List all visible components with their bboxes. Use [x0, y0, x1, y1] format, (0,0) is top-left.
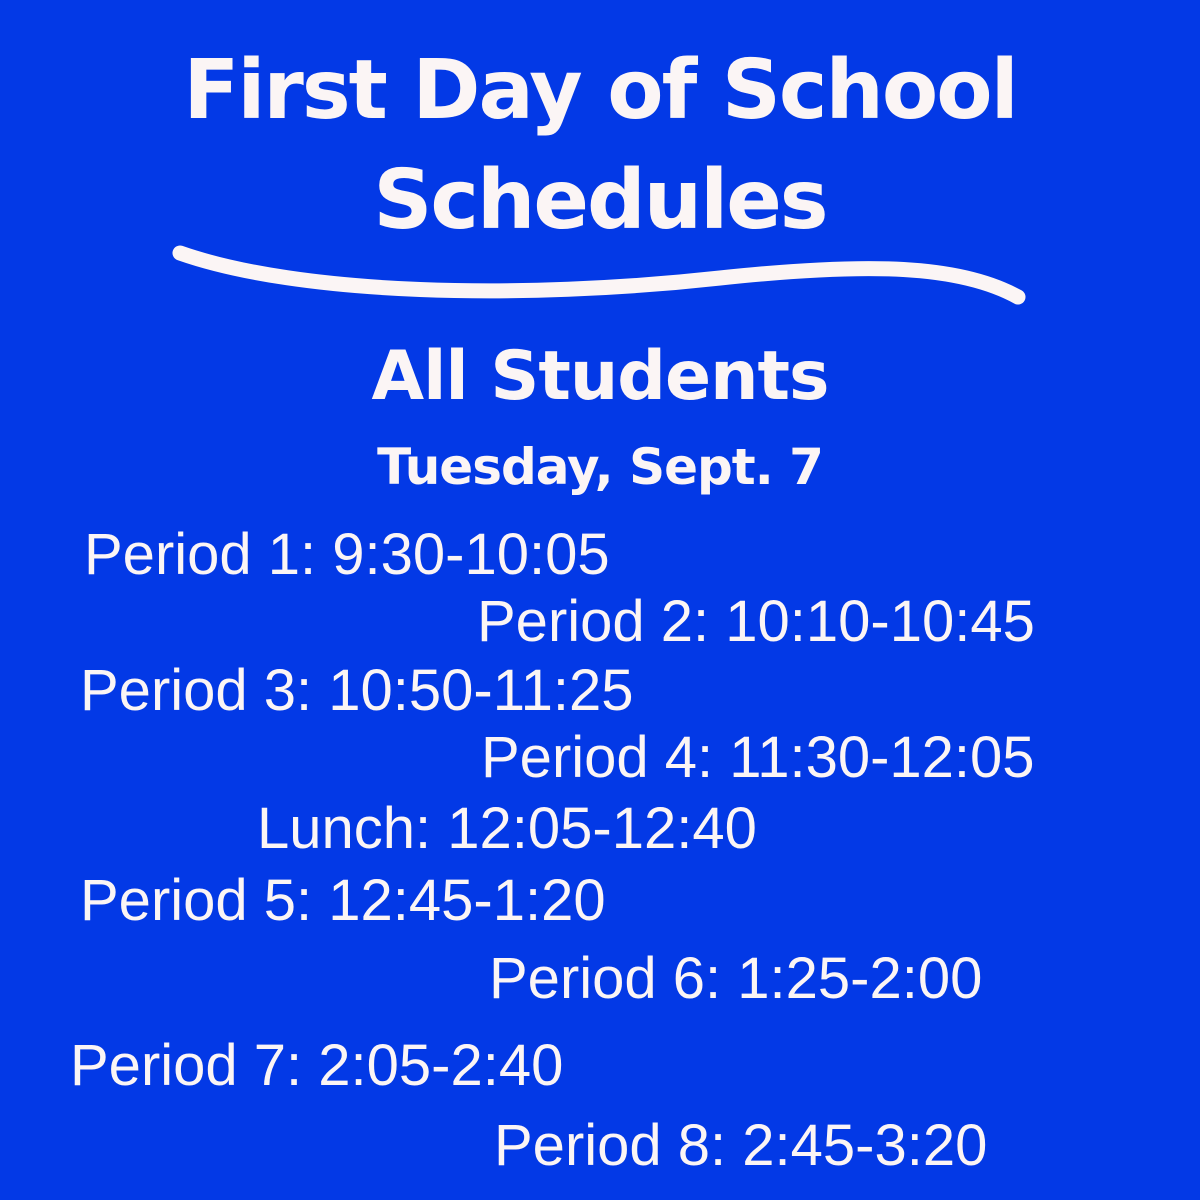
schedule-item: Period 8: 2:45-3:20: [494, 1113, 988, 1178]
schedule-item: Period 4: 11:30-12:05: [481, 725, 1035, 790]
schedule-item: Period 5: 12:45-1:20: [80, 868, 606, 933]
date-heading: Tuesday, Sept. 7: [377, 438, 823, 496]
schedule-item: Period 3: 10:50-11:25: [80, 658, 634, 723]
schedule-item: Period 7: 2:05-2:40: [70, 1033, 564, 1098]
schedule-item: Period 1: 9:30-10:05: [84, 522, 610, 587]
schedule-item: Period 2: 10:10-10:45: [477, 589, 1035, 654]
audience-heading: All Students: [371, 337, 829, 416]
schedule-item-lunch: Lunch: 12:05-12:40: [257, 796, 757, 861]
title-line-2: Schedules: [373, 153, 827, 248]
title-line-1: First Day of School: [183, 43, 1017, 138]
schedule-item: Period 6: 1:25-2:00: [489, 946, 983, 1011]
